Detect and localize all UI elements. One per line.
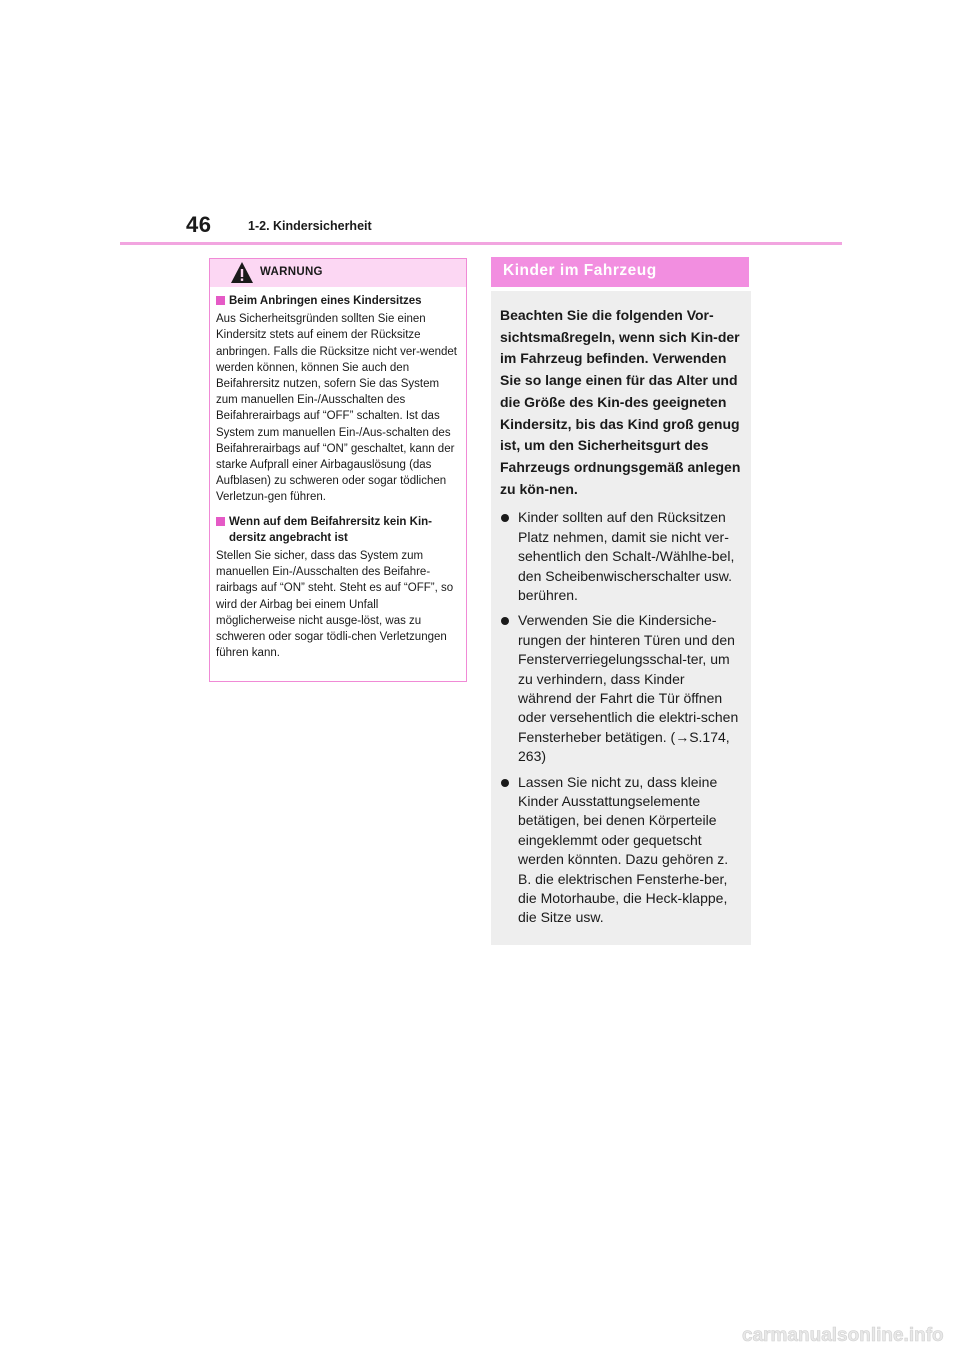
section-banner-title: Kinder im Fahrzeug bbox=[503, 262, 657, 279]
square-bullet-icon bbox=[216, 517, 225, 526]
page-number: 46 bbox=[186, 212, 212, 237]
header-rule bbox=[120, 242, 842, 245]
list-item: Verwenden Sie die Kindersiche-rungen der hinteren Türen und den Fensterverriegelungsschal-ter, um zu verhindern, dass Kinder während der Fahrt die Tür öffnen oder versehentlich die elektri-schen Fensterheber betätigen. (→S.174, 263) bbox=[500, 611, 741, 766]
warning-triangle-icon bbox=[230, 261, 254, 285]
warning-body bbox=[210, 287, 466, 661]
square-bullet-icon bbox=[216, 296, 225, 305]
info-panel bbox=[491, 291, 751, 945]
warning-item-heading: Wenn auf dem Beifahrersitz kein Kin-dersitz angebracht ist bbox=[216, 514, 458, 546]
bullet-dot-icon bbox=[501, 779, 509, 787]
bullet-dot-icon bbox=[501, 514, 509, 522]
warning-header bbox=[210, 259, 466, 287]
info-lead-text: Beachten Sie die folgenden Vor-sichtsmaßregeln, wenn sich Kin-der im Fahrzeug befinden. Verwenden Sie so lange einen für das Alter und die Größe des Kin-des geeigneten Kindersitz, bis das Kind groß genug ist, um den Sicherheitsgurt des Fahrzeugs ordnungsgemäß anlegen zu kön-nen. bbox=[500, 307, 741, 497]
warning-item-text: Stellen Sie sicher, dass das System zum manuellen Ein-/Ausschalten des Beifahre-rairbags auf “ON” steht. Steht es auf “OFF”, so wird der Airbag bei einem Unfall möglicherweise nicht ausge-löst, was zu schweren oder sogar tödli-chen Verletzungen führen kann. bbox=[216, 550, 454, 660]
list-item: Kinder sollten auf den Rücksitzen Platz nehmen, damit sie nicht ver-sehentlich den Schalt-/Wählhe-bel, den Scheibenwischerschalter usw. berühren. bbox=[500, 508, 741, 605]
watermark-logo bbox=[740, 1320, 950, 1348]
list-item: Lassen Sie nicht zu, dass kleine Kinder Ausstattungselemente betätigen, bei denen Körperteile eingeklemmt oder gequetscht werden könnten. Dazu gehören z. B. die elektrischen Fensterhe-ber, die Motorhaube, die Heck-klappe, die Sitze usw. bbox=[500, 773, 741, 928]
bullet-dot-icon bbox=[501, 617, 509, 625]
warning-item-heading: Beim Anbringen eines Kindersitzes bbox=[216, 293, 458, 309]
section-title: 1-2. Kindersicherheit bbox=[248, 219, 372, 233]
info-bullet-list bbox=[500, 508, 741, 928]
warning-box bbox=[209, 258, 467, 682]
section-banner bbox=[491, 257, 749, 287]
warning-item-text: Aus Sicherheitsgründen sollten Sie einen Kindersitz stets auf einem der Rücksitze anbringen. Falls die Rücksitze nicht ver-wendet werden können, können Sie auch den Beifahrersitz nutzen, sofern Sie das System zum manuellen Ein-/Ausschalten des Beifahrerairbags auf “OFF” schalten. Ist das System zum manuellen Ein-/Aus-schalten des Beifahrerairbags auf “ON” geschaltet, kann der starke Aufprall einer Airbagauslösung (das Aufblasen) zu schweren oder sogar tödlichen Verletzun-gen führen. bbox=[216, 313, 457, 504]
warning-title: WARNUNG bbox=[260, 266, 323, 278]
watermark-text: carmanualsonline.info bbox=[742, 1325, 944, 1346]
